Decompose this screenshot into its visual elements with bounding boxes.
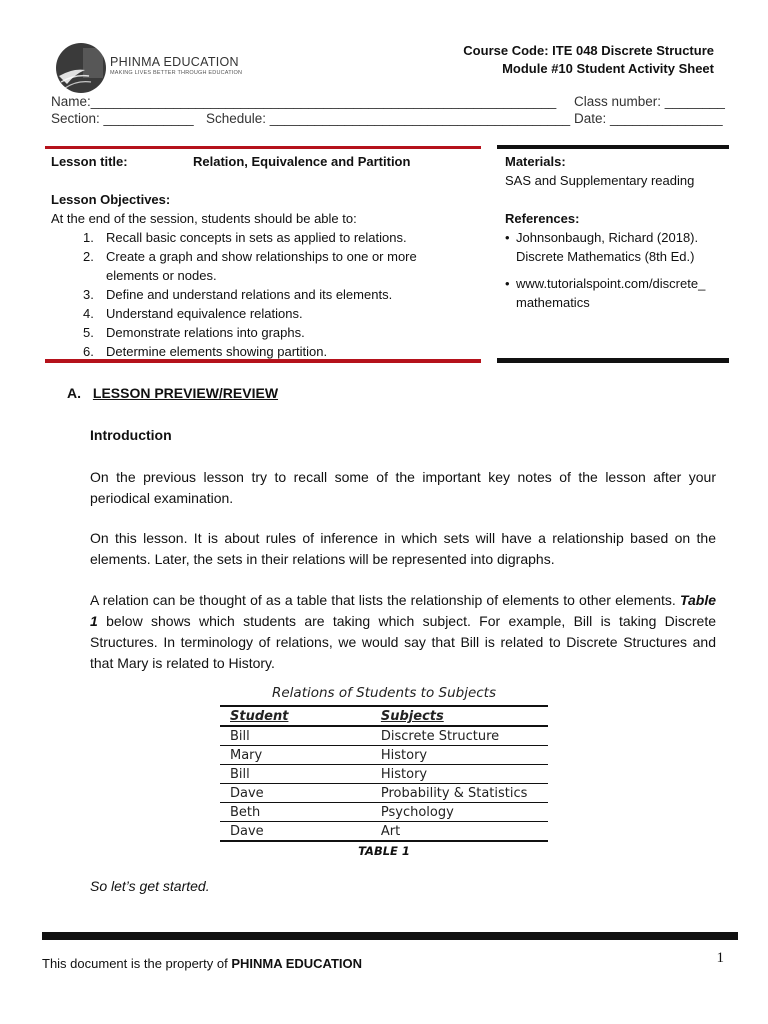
introduction-title: Introduction <box>90 427 172 443</box>
table-row: Bill Discrete Structure <box>220 726 548 746</box>
name-field: Name:______________________________________________________________ <box>51 94 557 109</box>
paragraph-3: A relation can be thought of as a table that lists the relationship of elements to other elements. Table 1 below shows which students are taking which subject. For example, Bill is taking Discrete Structures. In terminology of relations, we would say that Bill is related to Discrete Structures and that Mary is related to History. <box>90 592 717 671</box>
closing-line: So let’s get started. <box>90 878 210 894</box>
phinma-seal-icon <box>55 40 107 96</box>
materials-label: Materials: <box>505 154 566 169</box>
materials-top-bar <box>497 145 729 149</box>
table-reference: Table 1 <box>90 592 717 629</box>
objective-item: 3. Define and understand relations and its elements. <box>83 287 393 302</box>
lesson-title-label: Lesson title: <box>51 154 128 169</box>
module-title: Module #10 Student Activity Sheet <box>502 61 714 76</box>
footer-text: This document is the property of PHINMA EDUCATION <box>42 956 363 971</box>
relations-table <box>220 705 548 842</box>
materials-value: SAS and Supplementary reading <box>505 173 695 188</box>
lesson-title-row <box>51 152 491 171</box>
objectives-intro: At the end of the session, students should be able to: <box>51 211 357 226</box>
table-header-row <box>220 706 548 726</box>
column-header-subjects: Subjects <box>371 706 548 726</box>
table-label: TABLE 1 <box>358 844 410 858</box>
page-number: 1 <box>716 950 724 966</box>
table-row: Beth Psychology <box>220 803 548 822</box>
lesson-title-value: Relation, Equivalence and Partition <box>193 154 411 169</box>
section-field: Section: ____________ <box>51 111 194 126</box>
objective-item: 6. Determine elements showing partition. <box>83 344 328 359</box>
table-row: Bill History <box>220 765 548 784</box>
logo-tagline: MAKING LIVES BETTER THROUGH EDUCATION <box>110 70 243 76</box>
lesson-top-bar <box>45 146 481 149</box>
logo-text: PHINMA EDUCATION <box>110 55 239 69</box>
objective-item: 5. Demonstrate relations into graphs. <box>83 325 305 340</box>
date-field: Date: _______________ <box>574 111 723 126</box>
paragraph-1: On the previous lesson try to recall some of the important key notes of the lesson after your periodical examination. <box>90 469 716 506</box>
objectives-label: Lesson Objectives: <box>51 192 171 207</box>
table-row: Dave Art <box>220 822 548 842</box>
lesson-bottom-bar <box>45 359 481 363</box>
course-code: Course Code: ITE 048 Discrete Structure <box>463 43 714 58</box>
course-header <box>463 42 714 78</box>
column-header-student: Student <box>220 706 371 726</box>
objectives-list <box>51 228 491 361</box>
references-label: References: <box>505 211 580 226</box>
reference-item: • Johnsonbaugh, Richard (2018). Discrete Mathematics (8th Ed.) <box>505 230 699 264</box>
class-number-field: Class number: ________ <box>574 94 725 109</box>
section-title: LESSON PREVIEW/REVIEW <box>92 385 279 401</box>
reference-item: • www.tutorialspoint.com/discrete_ mathematics <box>505 276 706 310</box>
materials-box <box>505 152 735 312</box>
objective-item: 4. Understand equivalence relations. <box>83 306 303 321</box>
lesson-box <box>51 152 491 361</box>
footer-brand: PHINMA EDUCATION <box>231 956 363 971</box>
objective-item: 1. Recall basic concepts in sets as applied to relations. <box>83 230 407 245</box>
section-heading: A. LESSON PREVIEW/REVIEW <box>67 385 279 401</box>
footer-bar <box>42 932 738 940</box>
table-row: Dave Probability & Statistics <box>220 784 548 803</box>
relations-table-figure <box>220 685 548 858</box>
table-caption: Relations of Students to Subjects <box>271 685 496 701</box>
paragraph-2: On this lesson. It is about rules of inference in which sets will have a relationship based on the elements. Later, the sets in their relations will be represented into digraphs. <box>90 530 716 567</box>
schedule-field: Schedule: ________________________________________ <box>206 111 571 126</box>
table-row: Mary History <box>220 746 548 765</box>
objective-item: 2. Create a graph and show relationships to one or more elements or nodes. <box>83 249 417 283</box>
materials-bottom-bar <box>497 358 729 363</box>
